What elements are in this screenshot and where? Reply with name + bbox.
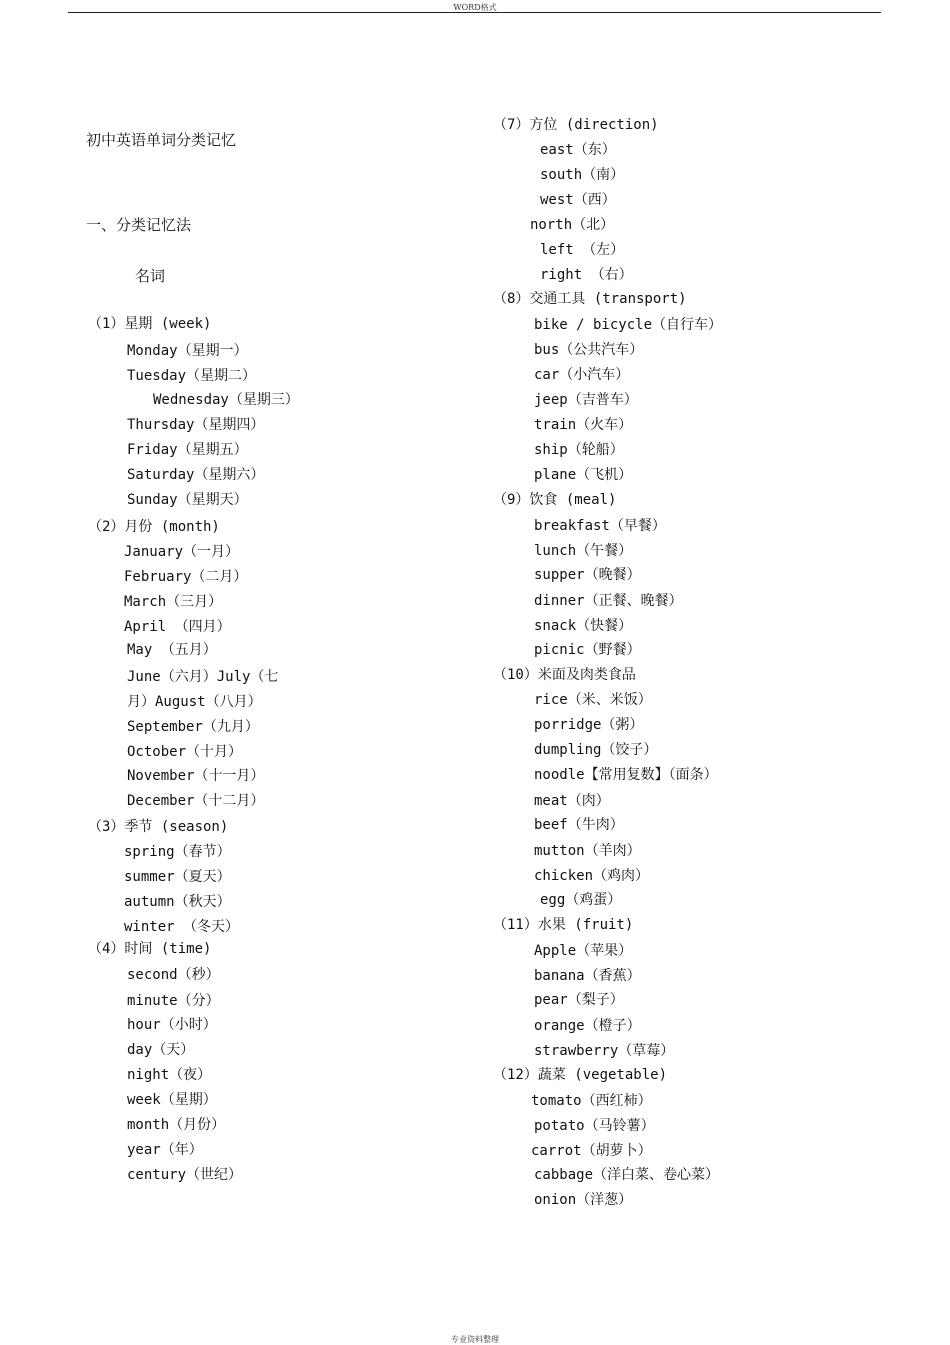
- list-item: cabbage（洋白菜、卷心菜）: [534, 1167, 720, 1183]
- category-heading-fruit: （11）水果 (fruit): [493, 917, 634, 933]
- list-item: left （左）: [540, 242, 625, 258]
- list-item: orange（橙子）: [534, 1018, 641, 1034]
- list-item: minute（分）: [127, 993, 220, 1009]
- list-item: potato（马铃薯）: [534, 1118, 655, 1134]
- list-item: chicken（鸡肉）: [534, 868, 650, 884]
- list-item: pear（梨子）: [534, 992, 624, 1008]
- list-item: winter （冬天）: [124, 919, 240, 935]
- list-item: Monday（星期一）: [127, 343, 248, 359]
- list-item: strawberry（草莓）: [534, 1043, 675, 1059]
- list-item: Sunday（星期天）: [127, 492, 248, 508]
- list-item: May （五月）: [127, 642, 217, 658]
- category-heading-direction: （7）方位 (direction): [493, 117, 659, 133]
- list-item: egg（鸡蛋）: [540, 892, 622, 908]
- list-item: mutton（羊肉）: [534, 843, 641, 859]
- list-item: plane（飞机）: [534, 467, 633, 483]
- list-item: second（秒）: [127, 967, 220, 983]
- category-heading-month: （2）月份 (month): [88, 519, 220, 535]
- list-item: Saturday（星期六）: [127, 467, 265, 483]
- list-item: dumpling（饺子）: [534, 742, 658, 758]
- list-item: lunch（午餐）: [534, 543, 633, 559]
- page-footer: 专业资料整理: [451, 1335, 499, 1344]
- list-item: ship（轮船）: [534, 442, 624, 458]
- list-item: year（年）: [127, 1142, 203, 1158]
- list-item: December（十二月）: [127, 793, 265, 809]
- list-item: January（一月）: [124, 544, 240, 560]
- category-heading-week: （1）星期 (week): [88, 316, 212, 332]
- list-item: century（世纪）: [127, 1167, 243, 1183]
- list-item: supper（晚餐）: [534, 567, 641, 583]
- list-item: north（北）: [530, 217, 615, 233]
- list-item: June（六月）July（七: [127, 669, 279, 685]
- list-item: week（星期）: [127, 1092, 217, 1108]
- header-rule: [68, 12, 881, 13]
- category-heading-season: （3）季节 (season): [88, 819, 229, 835]
- list-item: Wednesday（星期三）: [153, 392, 299, 408]
- list-item: noodle【常用复数】（面条）: [534, 767, 718, 783]
- list-item: February（二月）: [124, 569, 248, 585]
- list-item: Tuesday（星期二）: [127, 368, 257, 384]
- list-item: east（东）: [540, 142, 616, 158]
- list-item: south（南）: [540, 167, 625, 183]
- list-item: September（九月）: [127, 719, 259, 735]
- list-item: snack（快餐）: [534, 618, 633, 634]
- list-item: onion（洋葱）: [534, 1192, 633, 1208]
- list-item: meat（肉）: [534, 793, 610, 809]
- list-item: right （右）: [540, 267, 633, 283]
- list-item: March（三月）: [124, 594, 223, 610]
- category-heading-time: （4）时间 (time): [88, 941, 212, 957]
- list-item: picnic（野餐）: [534, 642, 641, 658]
- list-item: night（夜）: [127, 1067, 212, 1083]
- list-item: breakfast（早餐）: [534, 518, 666, 534]
- list-item: October（十月）: [127, 744, 243, 760]
- page-header: WORD格式: [453, 3, 497, 12]
- list-item: spring（春节）: [124, 844, 231, 860]
- document-title: 初中英语单词分类记忆: [86, 131, 237, 149]
- category-heading-food: （10）米面及肉类食品: [493, 667, 636, 683]
- subsection-heading: 名词: [135, 267, 166, 285]
- list-item: beef（牛肉）: [534, 817, 624, 833]
- list-item: bike / bicycle（自行车）: [534, 317, 723, 333]
- list-item: 月）August（八月）: [127, 694, 262, 710]
- list-item: April （四月）: [124, 619, 231, 635]
- list-item: train（火车）: [534, 417, 633, 433]
- list-item: tomato（西红柿）: [531, 1093, 652, 1109]
- category-heading-meal: （9）饮食 (meal): [493, 492, 617, 508]
- category-heading-vegetable: （12）蔬菜 (vegetable): [493, 1067, 668, 1083]
- list-item: autumn（秋天）: [124, 894, 231, 910]
- list-item: dinner（正餐、晚餐）: [534, 593, 683, 609]
- list-item: porridge（粥）: [534, 717, 644, 733]
- category-heading-transport: （8）交通工具 (transport): [493, 291, 687, 307]
- list-item: hour（小时）: [127, 1017, 217, 1033]
- list-item: Thursday（星期四）: [127, 417, 265, 433]
- list-item: west（西）: [540, 192, 616, 208]
- list-item: banana（香蕉）: [534, 968, 641, 984]
- list-item: rice（米、米饭）: [534, 692, 652, 708]
- section-heading: 一、分类记忆法: [86, 216, 192, 234]
- list-item: car（小汽车）: [534, 367, 630, 383]
- list-item: bus（公共汽车）: [534, 342, 644, 358]
- list-item: summer（夏天）: [124, 869, 231, 885]
- list-item: carrot（胡萝卜）: [531, 1143, 652, 1159]
- list-item: Apple（苹果）: [534, 943, 633, 959]
- list-item: jeep（吉普车）: [534, 392, 638, 408]
- list-item: day（天）: [127, 1042, 195, 1058]
- list-item: November（十一月）: [127, 768, 265, 784]
- list-item: Friday（星期五）: [127, 442, 248, 458]
- list-item: month（月份）: [127, 1117, 226, 1133]
